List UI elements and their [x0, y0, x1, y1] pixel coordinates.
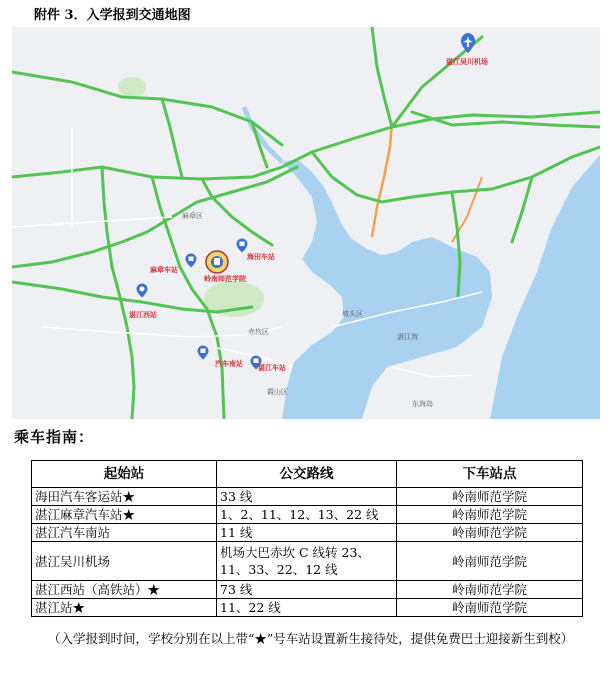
train-marker-icon[interactable]: [136, 283, 148, 298]
stop-station: 岭南师范学院: [397, 542, 583, 581]
bus-marker-icon[interactable]: [236, 238, 248, 253]
bus-route: 11 线: [217, 524, 397, 542]
stop-station: 岭南师范学院: [397, 488, 583, 506]
place-label-haiwan: 湛江湾: [397, 333, 418, 341]
bus-route: 1、2、11、12、13、22 线: [217, 506, 397, 524]
airplane-icon[interactable]: [459, 32, 477, 54]
haitian-station-label: 海田车站: [247, 252, 275, 261]
start-station: 湛江汽车南站: [32, 524, 217, 542]
stop-station: 岭南师范学院: [397, 581, 583, 599]
mazhang-station-label: 麻章车站: [150, 265, 178, 274]
place-label-donghai: 东海岛: [412, 400, 433, 408]
west-station-label: 湛江西站: [129, 310, 157, 319]
start-station: 湛江麻章汽车站★: [32, 506, 217, 524]
table-row: [32, 506, 583, 524]
start-station: 湛江吴川机场: [32, 542, 217, 581]
start-station: 湛江西站（高铁站）★: [32, 581, 217, 599]
stop-station: 岭南师范学院: [397, 524, 583, 542]
guide-heading: 乘车指南：: [14, 428, 95, 446]
transport-map[interactable]: [12, 27, 600, 419]
school-emblem-icon[interactable]: [205, 250, 229, 274]
stop-station: 岭南师范学院: [397, 506, 583, 524]
table-row: [32, 581, 583, 599]
table-row: [32, 488, 583, 506]
school-label: 岭南师范学院: [204, 274, 246, 283]
place-label-chikan: 赤坎区: [248, 328, 269, 336]
stop-station: 岭南师范学院: [397, 599, 583, 617]
header-stop: 下车站点: [397, 461, 583, 488]
table-row: [32, 524, 583, 542]
map-canvas: [12, 27, 600, 419]
table-row: [32, 542, 583, 581]
bus-route-table: [31, 460, 583, 617]
footnote: （入学报到时间，学校分别在以上带“★”号车站设置新生接待处，提供免费巴士迎接新生到校）: [48, 631, 574, 646]
bus-route: 机场大巴赤坎 C 线转 23、11、33、22、12 线: [217, 542, 397, 581]
table-header-row: [32, 461, 583, 488]
park-area: [118, 77, 146, 97]
header-start: 起始站: [32, 461, 217, 488]
bus-route: 33 线: [217, 488, 397, 506]
bus-route: 11、22 线: [217, 599, 397, 617]
bus-marker-icon[interactable]: [197, 345, 209, 360]
airport-label: 湛江吴川机场: [446, 57, 488, 66]
document-title: 附件 3．入学报到交通地图: [34, 8, 191, 23]
place-label-potou: 坡头区: [342, 310, 363, 318]
header-route: 公交路线: [217, 461, 397, 488]
south-station-label: 汽车南站: [215, 359, 243, 368]
bus-marker-icon[interactable]: [185, 253, 197, 268]
start-station: 湛江站★: [32, 599, 217, 617]
start-station: 海田汽车客运站★: [32, 488, 217, 506]
zhanjiang-station-label: 湛江车站: [258, 363, 286, 372]
place-label-xiashan: 霞山区: [267, 388, 288, 396]
bus-route: 73 线: [217, 581, 397, 599]
table-row: [32, 599, 583, 617]
place-label-mazhang: 麻章区: [182, 212, 203, 220]
